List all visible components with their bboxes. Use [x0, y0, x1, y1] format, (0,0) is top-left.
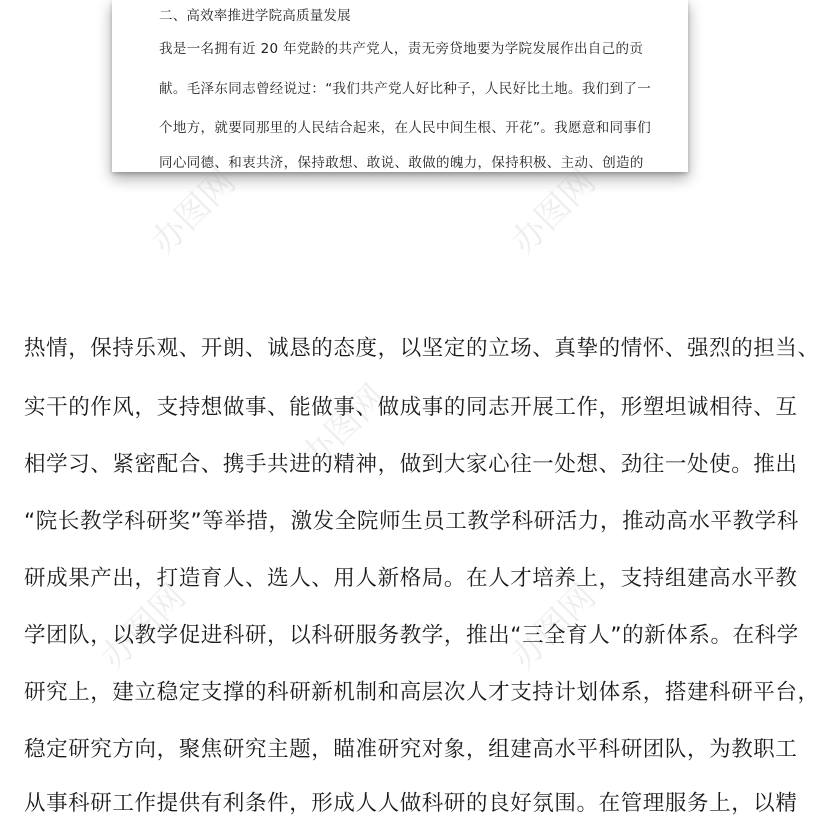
watermark-text: 办图网 — [503, 576, 604, 678]
body-text-line: 从事科研工作提供有利条件，形成人人做科研的良好氛围。在管理服务上，以精 — [24, 791, 798, 816]
watermark-text: 办图网 — [503, 161, 604, 263]
body-text-line: 相学习、紧密配合、携手共进的精神，做到大家心往一处想、劲往一处使。推出 — [24, 452, 798, 477]
watermark-text: 办图网 — [293, 376, 394, 478]
watermark-text: 办图网 — [143, 161, 244, 263]
preview-line: 个地方，就要同那里的人民结合起来，在人民中间生根、开花”。我愿意和同事们 — [159, 120, 652, 136]
preview-line: 同心同德、和衷共济，保持敢想、敢说、敢做的魄力，保持积极、主动、创造的 — [159, 155, 644, 171]
preview-line: 我是一名拥有近 20 年党龄的共产党人，责无旁贷地要为学院发展作出自己的贡 — [159, 41, 644, 57]
body-text-line: 实干的作风，支持想做事、能做事、做成事的同志开展工作，形塑坦诚相待、互 — [24, 395, 798, 420]
preview-line: 献。毛泽东同志曾经说过：“我们共产党人好比种子，人民好比土地。我们到了一 — [159, 81, 652, 97]
body-text-line: “院长教学科研奖”等举措，激发全院师生员工教学科研活力，推动高水平教学科 — [24, 509, 799, 534]
watermark-text: 办图网 — [93, 576, 194, 678]
document-preview-card — [112, 0, 688, 172]
preview-section-heading: 二、高效率推进学院高质量发展 — [159, 8, 351, 24]
body-text-line: 热情，保持乐观、开朗、诚恳的态度，以坚定的立场、真挚的情怀、强烈的担当、 — [24, 336, 820, 361]
body-text-line: 稳定研究方向，聚焦研究主题，瞄准研究对象，组建高水平科研团队，为教职工 — [24, 737, 798, 762]
body-text-line: 学团队，以教学促进科研，以科研服务教学，推出“三全育人”的新体系。在科学 — [24, 623, 799, 648]
body-text-line: 研成果产出，打造育人、选人、用人新格局。在人才培养上，支持组建高水平教 — [24, 566, 798, 591]
body-text-line: 研究上，建立稳定支撑的科研新机制和高层次人才支持计划体系，搭建科研平台， — [24, 680, 820, 705]
